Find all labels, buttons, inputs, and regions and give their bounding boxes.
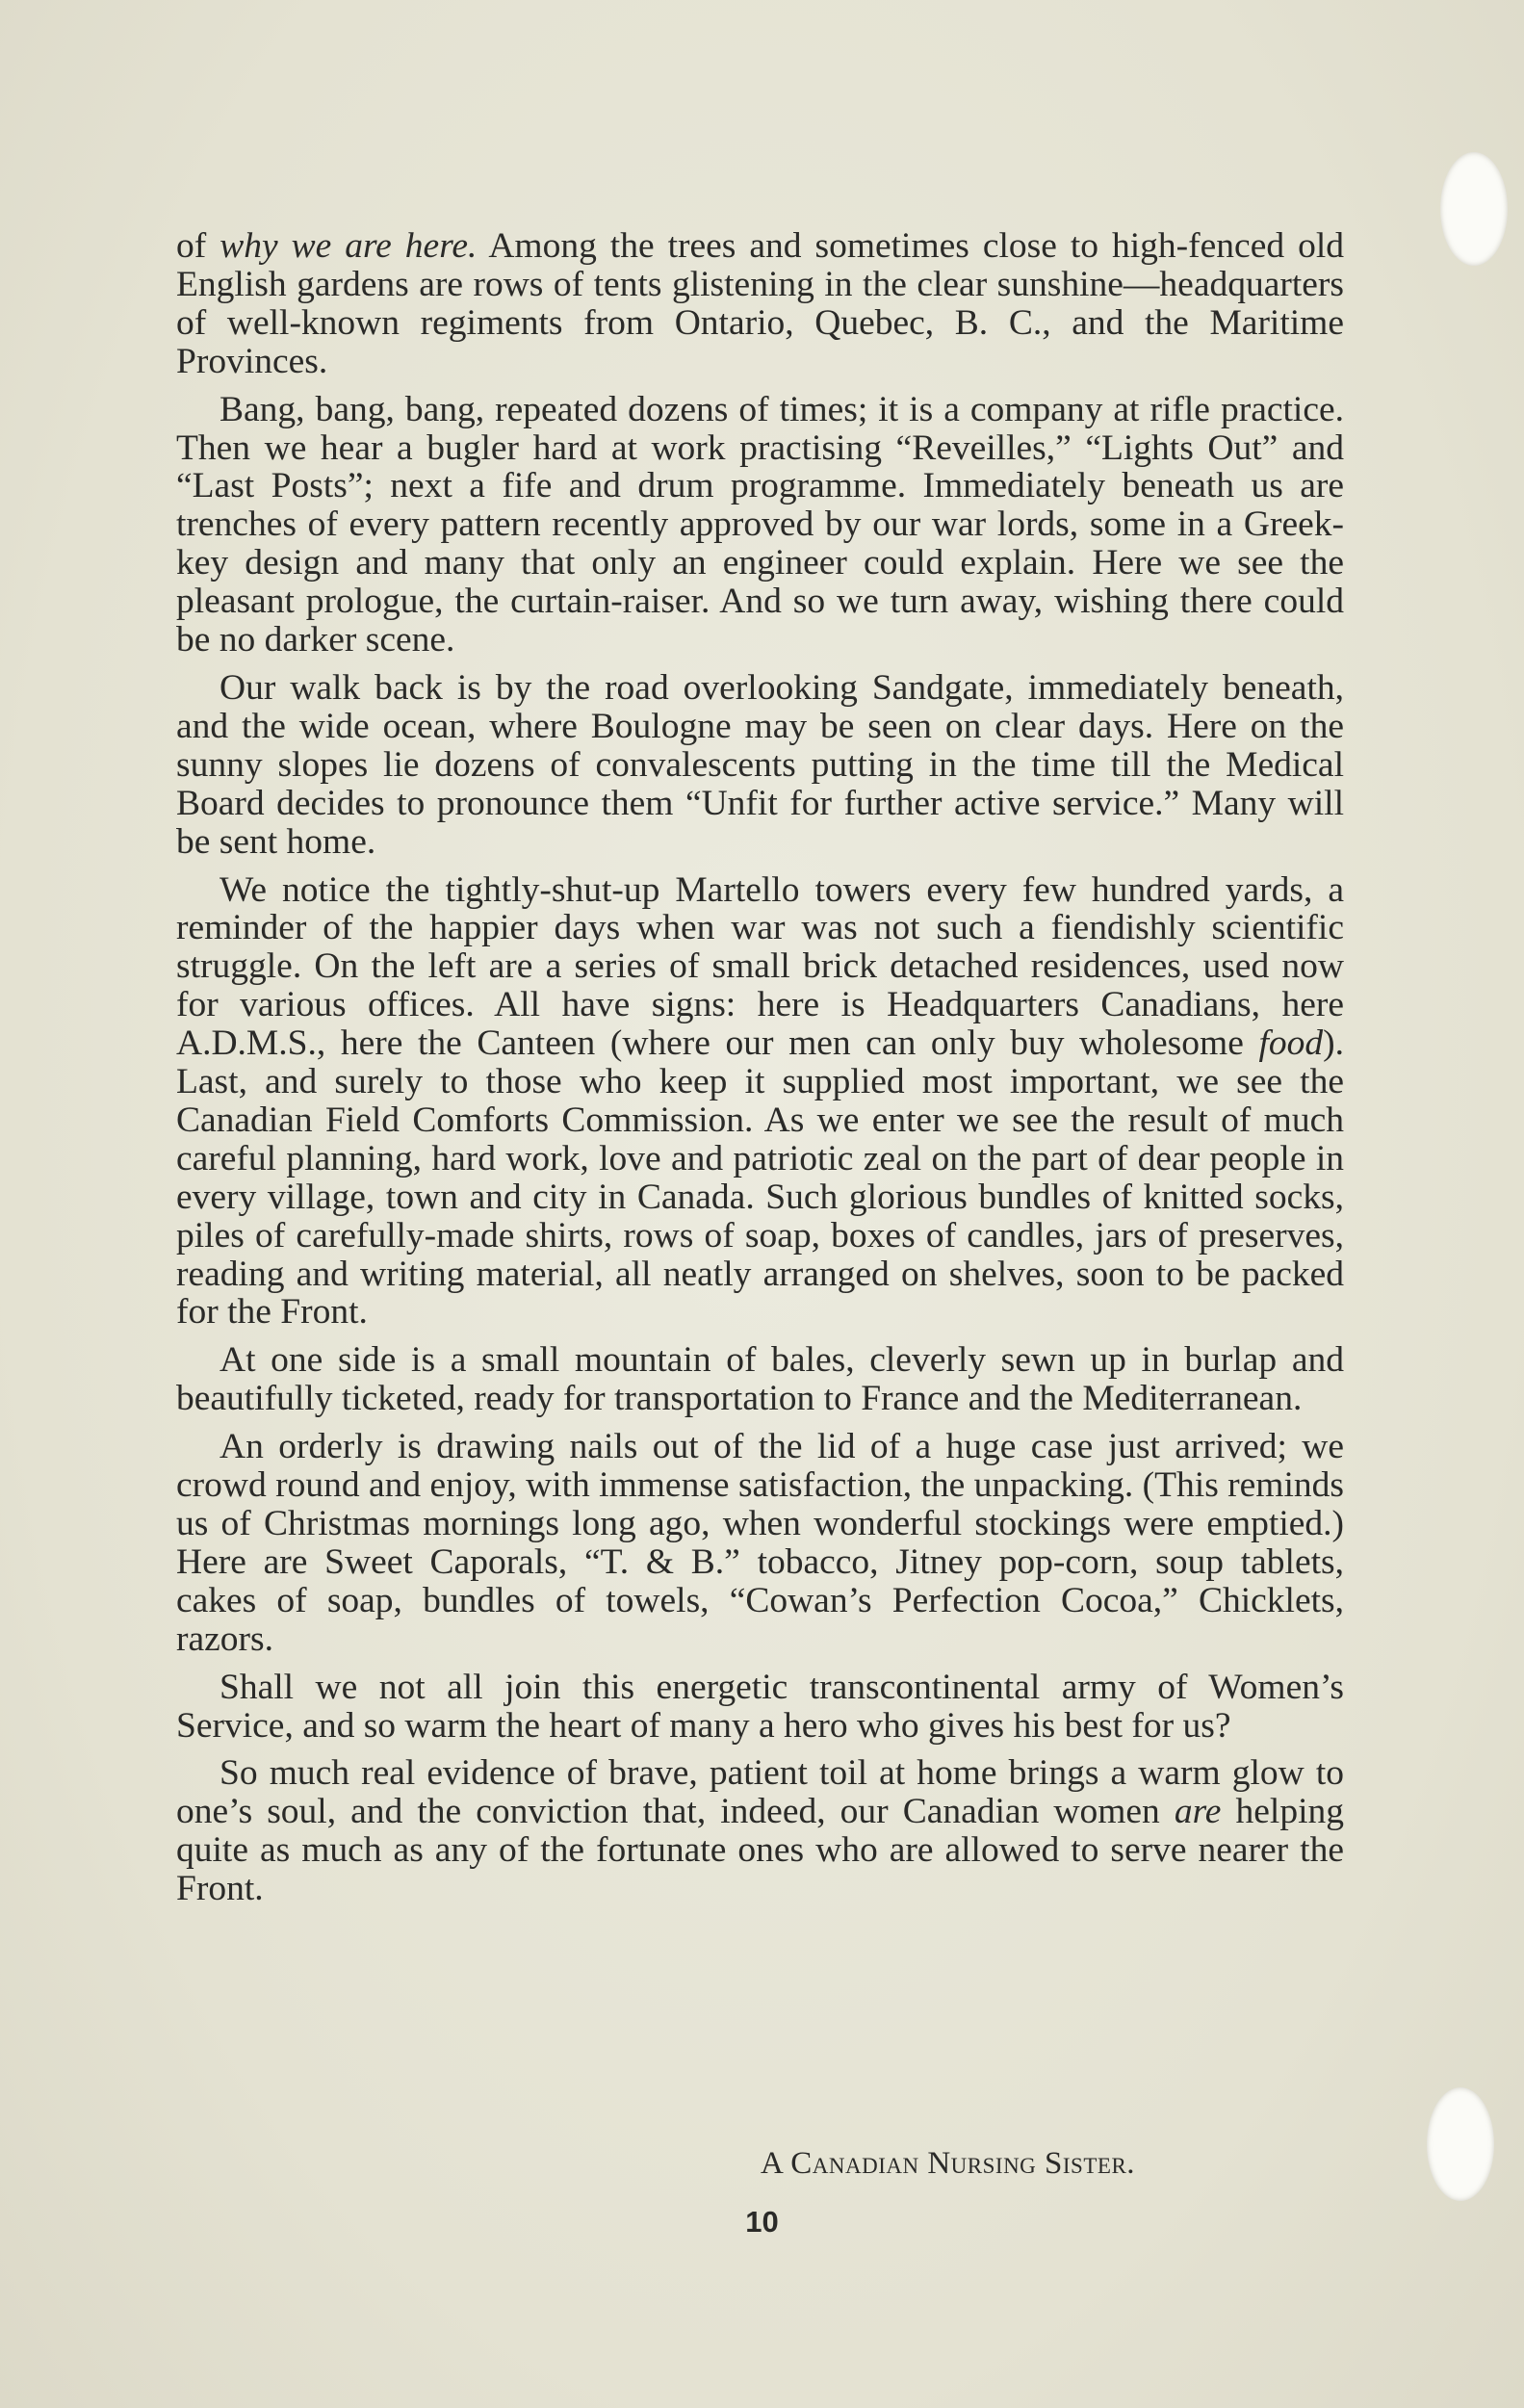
paragraph: At one side is a small mountain of bales, cleverly sewn up in burlap and beautifully ticketed, ready for transportation to France and the Mediterranean. [176,1340,1344,1419]
italic-word: are [1174,1792,1222,1832]
paragraph-text: We notice the tightly-shut-up Martello towers every few hundred yards, a reminder of the happier days when war was not such a fiendishly scientific struggle. On the left are a series of small brick detached residences, used now for various offices. All have signs: here is Headquarters Canadians, here A.D.M.S., here the Canteen (where our men can only buy wholesome [176,869,1344,1064]
paragraph-text: helping quite as much as any of the fortunate ones who are allowed to serve nearer the Front. [176,1792,1344,1909]
paragraph: Shall we not all join this energetic transcontinental army of Women’s Service, and so warm the heart of many a hero who gives his best for us? [176,1667,1344,1746]
signature [761,2144,1135,2183]
paragraph-lead: of [176,226,220,266]
body-text [176,227,1344,1918]
paragraph [176,227,1344,381]
page-number: 10 [745,2205,779,2239]
paragraph-text: Among the trees and sometimes close to high-fenced old English gardens are rows of tents glistening in the clear sunshine—headquarters of well-known regiments from Ontario, Quebec, B. C., and the Maritime Provinces. [176,226,1344,381]
paragraph: Bang, bang, bang, repeated dozens of times; it is a company at rifle practice. Then we hear a bugler hard at work practising “Reveilles,” “Lights Out” and “Last Posts”; next a fife and drum programme. Immediately beneath us are trenches of every pattern recently approved by our war lords, some in a Greek-key design and many that only an engineer could explain. Here we see the pleasant prologue, the curtain-raiser. And so we turn away, wishing there could be no darker scene. [176,389,1344,660]
paragraph [176,1754,1344,1908]
italic-word: food [1258,1023,1324,1064]
paragraph [176,871,1344,1333]
paragraph-text: ). Last, and surely to those who keep it supplied most important, we see the Canadian Field Comforts Commission. As we enter we see the result of much careful planning, hard work, love and patriotic zeal on the part of dear people in every village, town and city in Canada. Such glorious bundles of knitted socks, piles of carefully-made shirts, rows of soap, boxes of candles, jars of preserves, reading and writing material, all neatly arranged on shelves, soon to be packed for the Front. [176,1023,1344,1333]
signature-text: A Canadian Nursing Sister. [761,2146,1136,2181]
paragraph: Our walk back is by the road overlooking Sandgate, immediately beneath, and the wide ocean, where Boulogne may be seen on clear days. Here on the sunny slopes lie dozens of convalescents putting in the time till the Medical Board decides to pronounce them “Unfit for further active service.” Many will be sent home. [176,667,1344,862]
paragraph-text: So much real evidence of brave, patient toil at home brings a warm glow to one’s soul, and the conviction that, indeed, our Canadian women [176,1753,1344,1832]
binder-hole-bottom [1427,2087,1494,2201]
paragraph: An orderly is drawing nails out of the lid of a huge case just arrived; we crowd round and enjoy, with immense satisfaction, the unpacking. (This reminds us of Christmas mornings long ago, when wonderful stockings were emptied.) Here are Sweet Caporals, “T. & B.” tobacco, Jitney pop-corn, soup tablets, cakes of soap, bundles of towels, “Cowan’s Perfection Cocoa,” Chicklets, razors. [176,1427,1344,1659]
italic-phrase: why we are here. [220,226,478,266]
binder-hole-top [1440,152,1508,266]
